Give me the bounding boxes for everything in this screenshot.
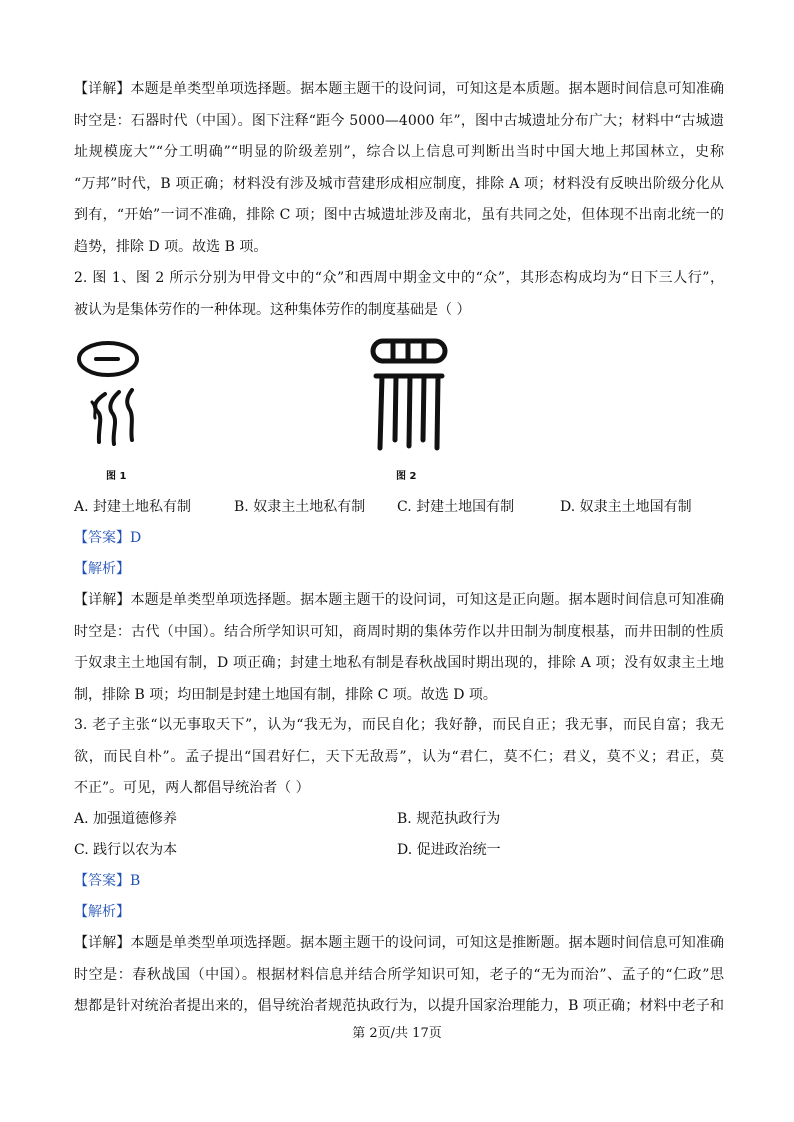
text-line: “万邦”时代，B 项正确；材料没有涉及城市营建形成相应制度，排除 A 项；材料没有反映出阶级分化从 [74,175,724,192]
text-line: 【详解】本题是单类型单项选择题。据本题主题干的设问词，可知这是本质题。据本题时间信息可知准确 [74,81,724,97]
q3-option-a: A. 加强道德修养 [74,811,178,827]
text-line: 趋势，排除 D 项。故选 B 项。 [74,238,268,255]
q1-explanation [74,74,724,263]
q3-analysis-label: 【解析】 [74,904,130,920]
q2-option-c: C. 封建土地国有制 [397,499,515,515]
q2-explanation [74,585,724,711]
text-line: 3. 老子主张“以无事取天下”，认为“我无为，而民自化；我好静，而民自正；我无事，而民自富；我无 [74,717,724,733]
text-line: 时空是：石器时代（中国）。图下注释“距今 5000—4000 年”，图中古城遗址分布广大；材料中“古城遗 [74,112,724,129]
text-line: 【详解】本题是单类型单项选择题。据本题主题干的设问词，可知这是推断题。据本题时间信息可知准确 [74,935,724,951]
figure-1-caption: 图 1 [106,471,127,482]
q3-explanation [74,928,724,1023]
text-line: 欲，而民自朴”。孟子提出“国君好仁，天下无敌焉”，认为“君仁，莫不仁；君义，莫不义；君正，莫 [74,748,724,765]
text-line: 于奴隶主土地国有制，D 项正确；封建土地私有制是春秋战国时期出现的，排除 A 项；没有奴隶主土地 [74,655,724,671]
figure-2-caption: 图 2 [396,471,417,482]
text-line: 制，排除 B 项；均田制是封建土地国有制，排除 C 项。故选 D 项。 [74,686,497,703]
q2-stem [74,263,724,326]
text-line: 不正”。可见，两人都倡导统治者（ ） [74,780,310,796]
text-line: 时空是：古代（中国）。结合所学知识可知，商周时期的集体劳作以井田制为制度根基，而井田制的性质 [74,623,724,640]
text-line: 想都是针对统治者提出来的，倡导统治者规范执政行为，以提升国家治理能力，B 项正确；材料中老子和 [74,998,724,1014]
text-line: 到有，“开始”一词不准确，排除 C 项；图中古城遗址涉及南北，虽有共同之处，但体现不出南北统一的 [74,207,724,223]
q2-option-a: A. 封建土地私有制 [74,499,192,515]
q2-analysis-label: 【解析】 [74,561,130,577]
q3-option-c: C. 践行以农为本 [74,842,178,858]
page-number-footer: 第 2页/共 17页 [352,1026,442,1041]
figure-2-bronze-glyph [368,336,452,468]
text-line: 址规模庞大”“分工明确”“明显的阶级差别”，综合以上信息可判断出当时中国大地上邦国林立，史称 [74,144,724,160]
q2-answer: 【答案】D [74,530,142,546]
q3-option-b: B. 规范执政行为 [397,811,501,827]
q2-option-d: D. 奴隶主土地国有制 [560,499,692,515]
text-line: 被认为是集体劳作的一种体现。这种集体劳作的制度基础是（ ） [74,301,471,318]
q2-option-b: B. 奴隶主土地私有制 [234,499,366,515]
q3-stem [74,710,724,805]
text-line: 时空是：春秋战国（中国）。根据材料信息并结合所学知识可知，老子的“无为而治”、孟子的“仁政”思 [74,966,724,983]
q3-answer: 【答案】B [74,873,141,889]
text-line: 【详解】本题是单类型单项选择题。据本题主题干的设问词，可知这是正向题。据本题时间信息可知准确 [74,592,724,608]
figure-1-oracle-bone-glyph [72,338,172,470]
text-line: 2. 图 1、图 2 所示分别为甲骨文中的“众”和西周中期金文中的“众”，其形态构成均为“日下三人行”， [74,270,724,286]
q3-option-d: D. 促进政治统一 [397,842,501,858]
